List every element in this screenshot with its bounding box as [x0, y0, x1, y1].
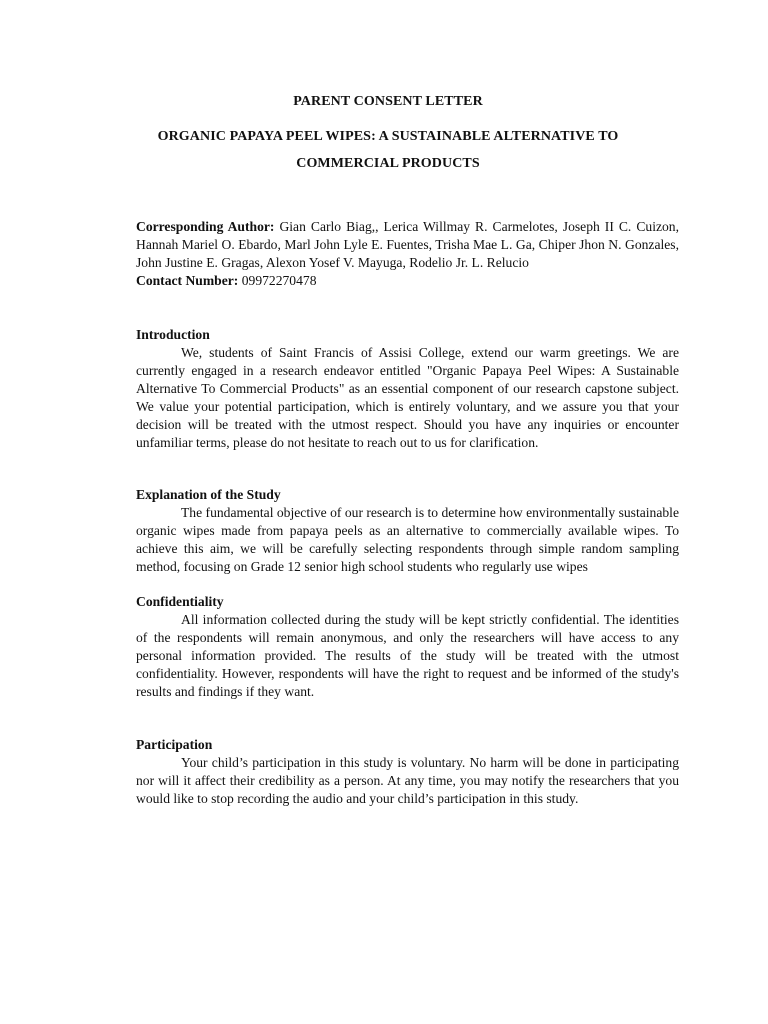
authors-label: Corresponding Author: — [136, 219, 275, 234]
authors-list: Gian Carlo Biag,, Lerica Willmay R. Carmelotes, Joseph II C. Cuizon, Hannah Mariel O. Ebardo, Marl John Lyle E. Fuentes, Trisha Mae L. Ga, Chiper Jhon N. Gonzales, John Justine E. Gragas, Alexon Yosef V. Mayuga, Rodelio Jr. L. Relucio — [136, 219, 679, 270]
explanation-section — [136, 486, 679, 576]
explanation-heading: Explanation of the Study — [136, 487, 281, 502]
participation-section — [136, 736, 679, 808]
explanation-paragraph: The fundamental objective of our research is to determine how environmentally sustainable organic wipes made from papaya peels as an alternative to commercially available wipes. To achieve this aim, we will be carefully selecting respondents through simple random sampling method, focusing on Grade 12 senior high school students who regularly use wipes — [136, 505, 679, 574]
confidentiality-paragraph: All information collected during the study will be kept strictly confidential. The identities of the respondents will remain anonymous, and only the researchers will have access to any personal information provided. The results of the study will be treated with the utmost confidentiality. However, respondents will have the right to request and be informed of the study's results and findings if they want. — [136, 612, 679, 699]
contact-number: 09972270478 — [241, 273, 317, 288]
introduction-paragraph: We, students of Saint Francis of Assisi College, extend our warm greetings. We are currently engaged in a research endeavor entitled "Organic Papaya Peel Wipes: A Sustainable Alternative To Commercial Products" as an essential component of our research capstone subject. We value your potential participation, which is entirely voluntary, and we assure you that your decision will be treated with the utmost respect. Should you have any inquiries or encounter unfamiliar terms, please do not hesitate to reach out to us for clarification. — [136, 345, 679, 450]
authors-block — [136, 218, 679, 272]
contact-label: Contact Number: — [136, 273, 239, 288]
contact-block — [136, 272, 679, 290]
confidentiality-heading: Confidentiality — [136, 594, 224, 609]
document-title: PARENT CONSENT LETTER — [293, 94, 483, 109]
document-subtitle-line-2: COMMERCIAL PRODUCTS — [296, 156, 480, 171]
introduction-heading: Introduction — [136, 327, 210, 342]
document-subtitle-line-1: ORGANIC PAPAYA PEEL WIPES: A SUSTAINABLE ALTERNATIVE TO — [157, 129, 619, 144]
participation-heading: Participation — [136, 737, 213, 752]
participation-paragraph: Your child’s participation in this study is voluntary. No harm will be done in participating nor will it affect their credibility as a person. At any time, you may notify the researchers that you would like to stop recording the audio and your child’s participation in this study. — [136, 755, 679, 806]
confidentiality-section — [136, 593, 679, 701]
introduction-section — [136, 326, 679, 452]
